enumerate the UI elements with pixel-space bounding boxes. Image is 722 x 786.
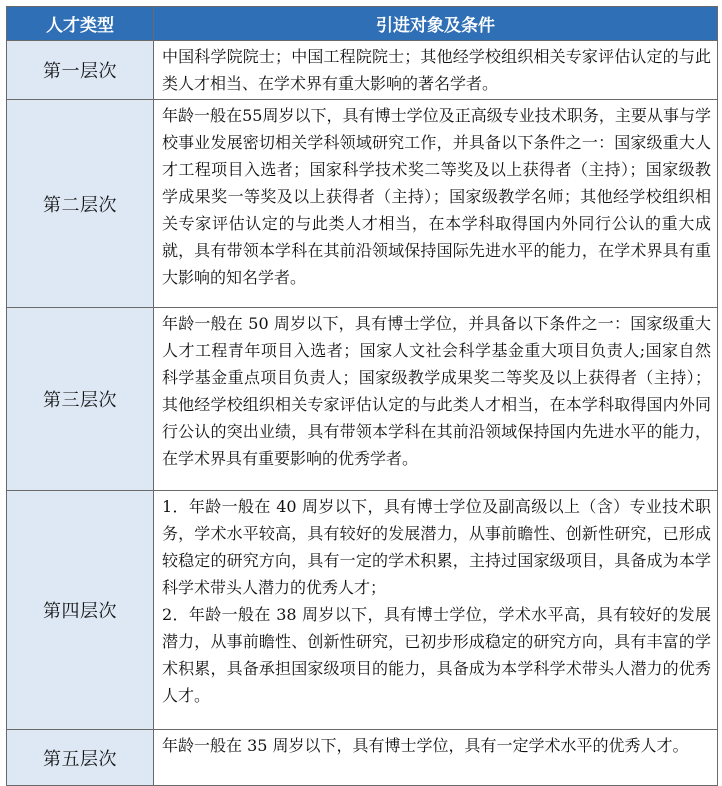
- header-conditions: 引进对象及条件: [154, 7, 718, 41]
- table-header-row: [7, 7, 718, 41]
- condition-paragraph: 年龄一般在 50 周岁以下，具有博士学位，并具备以下条件之一：国家级重大人才工程青年项目入选者；国家人文社会科学基金重大项目负责人;国家自然科学基金重点项目负责人；国家级教学成果奖二等奖及以上获得者（主持）；其他经学校组织相关专家评估认定的与此类人才相当，在本学科取得国内外同行公认的突出业绩，具有带领本学科在其前沿领域保持国内先进水平的能力，在学术界具有重要影响的优秀学者。: [162, 314, 711, 468]
- level-3-label: 第三层次: [7, 308, 154, 491]
- level-3-conditions: [154, 308, 718, 491]
- condition-paragraph-1: 1．年龄一般在 40 周岁以下，具有博士学位及副高级以上（含）专业技术职务，学术水平较高，具有较好的发展潜力，从事前瞻性、创新性研究，已形成较稳定的研究方向，具有一定的学术积累，主持过国家级项目，具备成为本学科学术带头人潜力的优秀人才；: [162, 497, 711, 597]
- level-1-label: 第一层次: [7, 41, 154, 100]
- table-row-level-2: [7, 100, 718, 308]
- condition-paragraph: 年龄一般在55周岁以下，具有博士学位及正高级专业技术职务，主要从事与学校事业发展密切相关学科领域研究工作，并具备以下条件之一：国家级重大人才工程项目入选者；国家科学技术奖二等奖及以上获得者（主持）；国家级教学成果奖一等奖及以上获得者（主持）；国家级教学名师；其他经学校组织相关专家评估认定的与此类人才相当，在本学科取得国内外同行公认的重大成就，具有带领本学科在其前沿领域保持国际先进水平的能力，在学术界具有重大影响的知名学者。: [162, 106, 711, 287]
- level-2-label: 第二层次: [7, 100, 154, 308]
- level-1-conditions: [154, 41, 718, 100]
- talent-introduction-table: [6, 6, 718, 786]
- header-talent-type: 人才类型: [7, 7, 154, 41]
- condition-paragraph: 年龄一般在 35 周岁以下，具有博士学位，具有一定学术水平的优秀人才。: [162, 736, 689, 755]
- level-4-conditions: [154, 491, 718, 730]
- condition-paragraph: 中国科学院院士；中国工程院院士；其他经学校组织相关专家评估认定的与此类人才相当、在学术界有重大影响的著名学者。: [162, 47, 711, 93]
- table-row-level-4: [7, 491, 718, 730]
- level-5-conditions: [154, 730, 718, 786]
- table-row-level-3: [7, 308, 718, 491]
- level-5-label: 第五层次: [7, 730, 154, 786]
- table-row-level-5: [7, 730, 718, 786]
- table-row-level-1: [7, 41, 718, 100]
- level-2-conditions: [154, 100, 718, 308]
- condition-paragraph-2: 2．年龄一般在 38 周岁以下，具有博士学位，学术水平高，具有较好的发展潜力，从事前瞻性、创新性研究，已初步形成稳定的研究方向，具有丰富的学术积累，具备承担国家级项目的能力，具备成为本学科学术带头人潜力的优秀人才。: [162, 605, 711, 705]
- level-4-label: 第四层次: [7, 491, 154, 730]
